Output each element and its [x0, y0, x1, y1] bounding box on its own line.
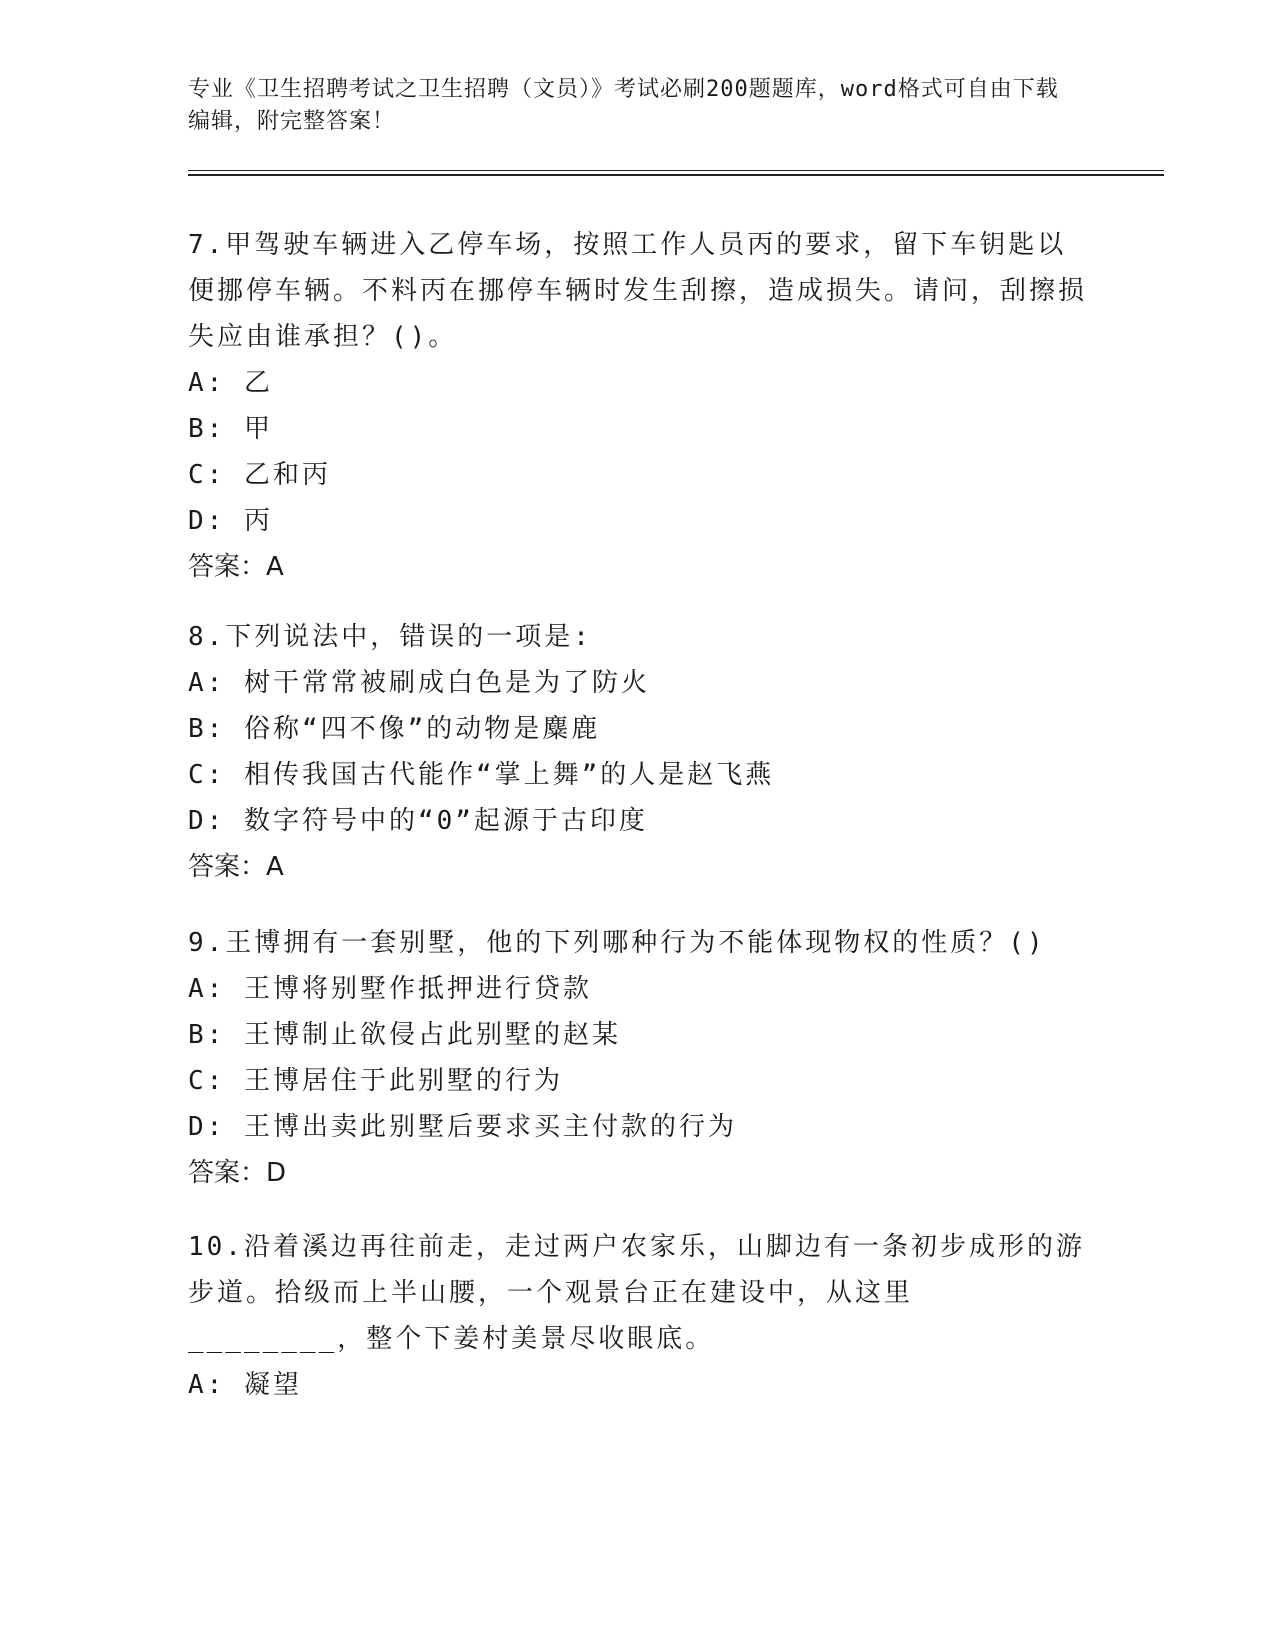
- option-b: B: 甲: [188, 414, 273, 444]
- question-10: [188, 1224, 1088, 1408]
- option-a: A: 树干常常被刷成白色是为了防火: [188, 668, 650, 698]
- option-d: D: 丙: [188, 506, 273, 536]
- question-8: [188, 614, 1088, 890]
- option-c: C: 乙和丙: [188, 460, 331, 490]
- question-stem: 10.沿着溪边再往前走，走过两户农家乐，山脚边有一条初步成形的游步道。拾级而上半山腰，一个观景台正在建设中，从这里________，整个下姜村美景尽收眼底。: [188, 1232, 1085, 1354]
- document-header: 专业《卫生招聘考试之卫生招聘（文员）》考试必刷200题题库，word格式可自由下载编辑，附完整答案！: [188, 77, 1059, 134]
- option-c: C: 相传我国古代能作“掌上舞”的人是赵飞燕: [188, 760, 775, 790]
- header-divider-thick: [188, 174, 1164, 176]
- option-d: D: 王博出卖此别墅后要求买主付款的行为: [188, 1112, 737, 1142]
- option-a: A: 王博将别墅作抵押进行贷款: [188, 974, 592, 1004]
- option-c: C: 王博居住于此别墅的行为: [188, 1066, 563, 1096]
- question-stem: 9.王博拥有一套别墅，他的下列哪种行为不能体现物权的性质？(): [188, 928, 1046, 958]
- answer-label: 答案：A: [188, 852, 284, 882]
- option-a: A: 凝望: [188, 1370, 302, 1400]
- question-stem: 8.下列说法中，错误的一项是:: [188, 622, 592, 652]
- option-b: B: 俗称“四不像”的动物是麋鹿: [188, 714, 601, 744]
- answer-label: 答案：D: [188, 1158, 287, 1188]
- question-stem: 7.甲驾驶车辆进入乙停车场，按照工作人员丙的要求，留下车钥匙以便挪停车辆。不料丙在挪停车辆时发生刮擦，造成损失。请问，刮擦损失应由谁承担？()。: [188, 230, 1088, 352]
- option-d: D: 数字符号中的“0”起源于古印度: [188, 806, 648, 836]
- option-a: A: 乙: [188, 368, 273, 398]
- answer-label: 答案：A: [188, 552, 284, 582]
- header-divider-thin: [188, 170, 1164, 171]
- question-9: [188, 920, 1088, 1196]
- question-7: [188, 222, 1088, 590]
- option-b: B: 王博制止欲侵占此别墅的赵某: [188, 1020, 621, 1050]
